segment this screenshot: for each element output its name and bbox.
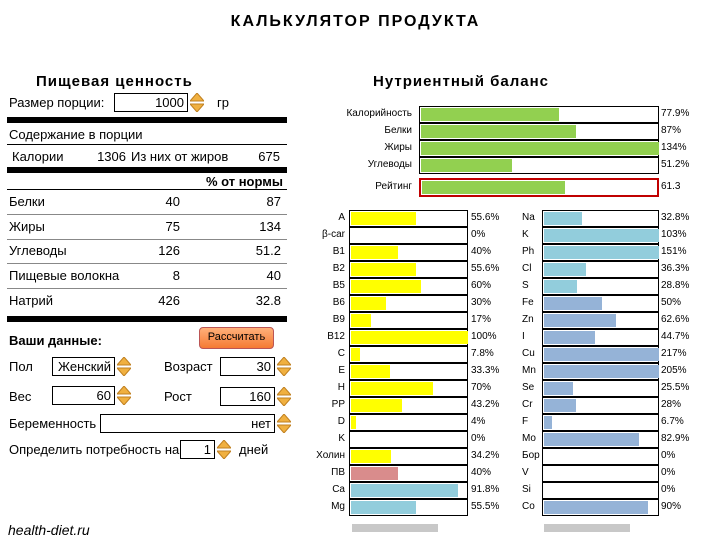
vitamins-bar-track bbox=[349, 295, 468, 312]
vitamins-label: B2 bbox=[332, 263, 345, 274]
height-stepper[interactable] bbox=[277, 387, 291, 406]
balance-label: Углеводы bbox=[367, 159, 412, 170]
divider bbox=[7, 144, 287, 145]
nutrient-percent: 134 bbox=[259, 219, 281, 234]
minerals-value: 28.8% bbox=[661, 280, 690, 291]
vitamins-bar bbox=[351, 263, 416, 276]
minerals-label: V bbox=[522, 467, 529, 478]
vitamins-bar bbox=[351, 399, 402, 412]
vitamins-label: K bbox=[338, 433, 345, 444]
nutrient-amount: 75 bbox=[165, 219, 180, 234]
vitamins-bar-track bbox=[349, 227, 468, 244]
days-label: Определить потребность на bbox=[9, 442, 180, 457]
minerals-bar-track bbox=[542, 482, 659, 499]
vitamins-value: 34.2% bbox=[471, 450, 500, 461]
balance-bar-track bbox=[419, 140, 659, 157]
nutrient-name: Белки bbox=[9, 194, 45, 209]
sex-stepper[interactable] bbox=[117, 357, 131, 376]
balance-bar-track bbox=[419, 123, 659, 140]
minerals-label: F bbox=[522, 416, 529, 427]
minerals-label: K bbox=[522, 229, 529, 240]
calories-value: 1306 bbox=[97, 149, 126, 164]
balance-bar-track bbox=[419, 106, 659, 123]
vitamins-bar bbox=[351, 297, 386, 310]
vitamins-label: Холин bbox=[316, 450, 345, 461]
norm-header: % от нормы bbox=[205, 174, 283, 189]
minerals-bar-track bbox=[542, 312, 659, 329]
vitamins-bar-track bbox=[349, 448, 468, 465]
minerals-bar bbox=[544, 246, 659, 259]
days-stepper[interactable] bbox=[217, 440, 231, 459]
vitamins-bar bbox=[351, 314, 371, 327]
days-unit: дней bbox=[239, 442, 269, 457]
vitamins-value: 7.8% bbox=[471, 348, 494, 359]
vitamins-label: B1 bbox=[332, 246, 345, 257]
calculate-button[interactable]: Рассчитать bbox=[199, 327, 274, 349]
portion-stepper[interactable] bbox=[190, 93, 204, 112]
balance-heading: Нутриентный баланс bbox=[373, 73, 549, 90]
minerals-value: 217% bbox=[661, 348, 687, 359]
vitamins-value: 0% bbox=[471, 433, 486, 444]
row-divider bbox=[7, 288, 287, 289]
vitamins-label: D bbox=[337, 416, 345, 427]
balance-bar-track bbox=[419, 157, 659, 174]
sex-select[interactable]: Женский bbox=[52, 357, 115, 376]
nutrient-percent: 32.8 bbox=[255, 293, 281, 308]
vitamins-label: C bbox=[337, 348, 345, 359]
minerals-bar-track bbox=[542, 380, 659, 397]
row-divider bbox=[7, 239, 287, 240]
minerals-bar-track bbox=[542, 363, 659, 380]
minerals-bar bbox=[544, 399, 576, 412]
minerals-label: S bbox=[522, 280, 529, 291]
vitamins-label: Ca bbox=[332, 484, 345, 495]
nutrient-percent: 51.2 bbox=[255, 243, 281, 258]
vitamins-bar bbox=[351, 484, 458, 497]
user-data-heading: Ваши данные: bbox=[9, 333, 102, 348]
minerals-value: 90% bbox=[661, 501, 682, 512]
minerals-scrollbar[interactable] bbox=[544, 524, 630, 532]
pregnancy-select[interactable]: нет bbox=[100, 414, 275, 433]
minerals-label: Cl bbox=[522, 263, 532, 274]
minerals-bar-track bbox=[542, 295, 659, 312]
balance-bar bbox=[421, 142, 659, 155]
minerals-label: Co bbox=[522, 501, 535, 512]
minerals-bar-track bbox=[542, 261, 659, 278]
vitamins-value: 4% bbox=[471, 416, 486, 427]
nutrient-amount: 426 bbox=[158, 293, 180, 308]
vitamins-bar-track bbox=[349, 329, 468, 346]
vitamins-bar-track bbox=[349, 465, 468, 482]
minerals-value: 0% bbox=[661, 450, 676, 461]
nutrient-amount: 40 bbox=[165, 194, 180, 209]
minerals-value: 151% bbox=[661, 246, 687, 257]
minerals-label: I bbox=[522, 331, 525, 342]
divider bbox=[7, 167, 287, 173]
minerals-label: Mn bbox=[522, 365, 536, 376]
minerals-value: 32.8% bbox=[661, 212, 690, 223]
balance-label: Жиры bbox=[384, 142, 412, 153]
vitamins-value: 60% bbox=[471, 280, 492, 291]
vitamins-bar-track bbox=[349, 346, 468, 363]
vitamins-bar-track bbox=[349, 482, 468, 499]
minerals-label: Zn bbox=[522, 314, 534, 325]
portion-label: Размер порции: bbox=[9, 95, 105, 110]
height-input[interactable]: 160 bbox=[220, 387, 275, 406]
nutrient-name: Углеводы bbox=[9, 243, 67, 258]
minerals-label: Na bbox=[522, 212, 535, 223]
vitamins-label: Mg bbox=[331, 501, 345, 512]
minerals-bar-track bbox=[542, 278, 659, 295]
vitamins-value: 30% bbox=[471, 297, 492, 308]
minerals-value: 50% bbox=[661, 297, 682, 308]
vitamins-value: 55.6% bbox=[471, 263, 500, 274]
minerals-bar bbox=[544, 501, 648, 514]
minerals-bar-track bbox=[542, 465, 659, 482]
balance-value: 51.2% bbox=[661, 159, 690, 170]
vitamins-bar bbox=[351, 382, 433, 395]
vitamins-value: 100% bbox=[471, 331, 497, 342]
vitamins-label: A bbox=[338, 212, 345, 223]
nutrient-amount: 126 bbox=[158, 243, 180, 258]
minerals-bar-track bbox=[542, 448, 659, 465]
vitamins-bar bbox=[351, 416, 356, 429]
minerals-value: 0% bbox=[661, 467, 676, 478]
vitamins-bar bbox=[351, 331, 468, 344]
balance-bar bbox=[421, 125, 576, 138]
minerals-bar bbox=[544, 331, 595, 344]
minerals-label: Cu bbox=[522, 348, 535, 359]
balance-bar bbox=[421, 159, 512, 172]
vitamins-bar bbox=[351, 365, 390, 378]
minerals-bar-track bbox=[542, 227, 659, 244]
nutrient-percent: 87 bbox=[266, 194, 281, 209]
minerals-bar-track bbox=[542, 210, 659, 227]
vitamins-label: ПВ bbox=[331, 467, 345, 478]
vitamins-value: 55.6% bbox=[471, 212, 500, 223]
minerals-bar bbox=[544, 348, 659, 361]
balance-label: Белки bbox=[384, 125, 412, 136]
vitamins-bar bbox=[351, 280, 421, 293]
vitamins-value: 91.8% bbox=[471, 484, 500, 495]
pregnancy-label: Беременность bbox=[9, 416, 97, 431]
minerals-bar bbox=[544, 229, 659, 242]
vitamins-bar bbox=[351, 246, 398, 259]
nutrient-name: Натрий bbox=[9, 293, 54, 308]
rating-value: 61.3 bbox=[661, 181, 681, 192]
minerals-bar bbox=[544, 297, 602, 310]
minerals-bar-track bbox=[542, 431, 659, 448]
vitamins-bar bbox=[351, 450, 391, 463]
nutrient-name: Пищевые волокна bbox=[9, 268, 120, 283]
minerals-bar bbox=[544, 416, 552, 429]
rating-bar bbox=[422, 181, 565, 194]
vitamins-bar-track bbox=[349, 244, 468, 261]
minerals-label: Mo bbox=[522, 433, 536, 444]
vitamins-scrollbar[interactable] bbox=[352, 524, 438, 532]
divider bbox=[7, 189, 287, 190]
minerals-bar-track bbox=[542, 244, 659, 261]
vitamins-bar-track bbox=[349, 312, 468, 329]
minerals-value: 28% bbox=[661, 399, 682, 410]
row-divider bbox=[7, 263, 287, 264]
divider bbox=[7, 316, 287, 322]
vitamins-label: B12 bbox=[327, 331, 345, 342]
sex-label: Пол bbox=[9, 359, 33, 374]
minerals-bar-track bbox=[542, 499, 659, 516]
days-input[interactable]: 1 bbox=[180, 440, 215, 459]
minerals-bar bbox=[544, 382, 573, 395]
vitamins-bar-track bbox=[349, 431, 468, 448]
minerals-value: 62.6% bbox=[661, 314, 690, 325]
age-input[interactable]: 30 bbox=[220, 357, 275, 376]
vitamins-bar-track bbox=[349, 499, 468, 516]
minerals-value: 82.9% bbox=[661, 433, 690, 444]
minerals-label: Se bbox=[522, 382, 535, 393]
balance-value: 134% bbox=[661, 142, 687, 153]
weight-stepper[interactable] bbox=[117, 386, 131, 405]
nutrition-heading: Пищевая ценность bbox=[36, 73, 193, 90]
nutrient-name: Жиры bbox=[9, 219, 45, 234]
vitamins-bar bbox=[351, 467, 398, 480]
minerals-bar bbox=[544, 314, 616, 327]
minerals-label: Cr bbox=[522, 399, 533, 410]
row-divider bbox=[7, 214, 287, 215]
minerals-bar bbox=[544, 280, 577, 293]
minerals-value: 103% bbox=[661, 229, 687, 240]
fat-calories-value: 675 bbox=[258, 149, 280, 164]
minerals-value: 44.7% bbox=[661, 331, 690, 342]
minerals-bar bbox=[544, 212, 582, 225]
minerals-bar bbox=[544, 263, 586, 276]
vitamins-label: B5 bbox=[332, 280, 345, 291]
minerals-bar-track bbox=[542, 346, 659, 363]
nutrient-amount: 8 bbox=[172, 268, 180, 283]
vitamins-value: 43.2% bbox=[471, 399, 500, 410]
vitamins-bar-track bbox=[349, 363, 468, 380]
rating-bar-track bbox=[419, 178, 659, 197]
minerals-bar-track bbox=[542, 329, 659, 346]
minerals-label: Fe bbox=[522, 297, 534, 308]
fat-calories-label: Из них от жиров bbox=[131, 149, 229, 164]
minerals-label: Si bbox=[522, 484, 531, 495]
minerals-bar bbox=[544, 365, 659, 378]
nutrient-percent: 40 bbox=[266, 268, 281, 283]
vitamins-bar-track bbox=[349, 414, 468, 431]
vitamins-label: PP bbox=[331, 399, 345, 410]
portion-input[interactable]: 1000 bbox=[114, 93, 188, 112]
vitamins-bar-track bbox=[349, 261, 468, 278]
vitamins-bar-track bbox=[349, 380, 468, 397]
portion-unit: гр bbox=[217, 95, 229, 110]
vitamins-value: 70% bbox=[471, 382, 492, 393]
vitamins-label: B9 bbox=[332, 314, 345, 325]
minerals-bar-track bbox=[542, 397, 659, 414]
balance-value: 77.9% bbox=[661, 108, 690, 119]
weight-input[interactable]: 60 bbox=[52, 386, 115, 405]
vitamins-label: E bbox=[338, 365, 345, 376]
vitamins-value: 40% bbox=[471, 246, 492, 257]
minerals-value: 0% bbox=[661, 484, 676, 495]
pregnancy-stepper[interactable] bbox=[277, 414, 291, 433]
vitamins-label: B6 bbox=[332, 297, 345, 308]
vitamins-value: 55.5% bbox=[471, 501, 500, 512]
balance-label: Калорийность bbox=[346, 108, 412, 119]
vitamins-bar-track bbox=[349, 210, 468, 227]
vitamins-bar-track bbox=[349, 397, 468, 414]
vitamins-bar bbox=[351, 212, 416, 225]
vitamins-value: 40% bbox=[471, 467, 492, 478]
minerals-bar bbox=[544, 433, 639, 446]
vitamins-label: β-car bbox=[322, 229, 345, 240]
vitamins-bar bbox=[351, 348, 360, 361]
balance-value: 87% bbox=[661, 125, 682, 136]
minerals-value: 36.3% bbox=[661, 263, 690, 274]
height-label: Рост bbox=[164, 389, 192, 404]
minerals-value: 205% bbox=[661, 365, 687, 376]
vitamins-value: 33.3% bbox=[471, 365, 500, 376]
vitamins-bar-track bbox=[349, 278, 468, 295]
rating-label: Рейтинг bbox=[375, 181, 412, 192]
footer-site[interactable]: health-diet.ru bbox=[8, 522, 90, 538]
minerals-value: 25.5% bbox=[661, 382, 690, 393]
vitamins-value: 0% bbox=[471, 229, 486, 240]
age-stepper[interactable] bbox=[277, 357, 291, 376]
vitamins-value: 17% bbox=[471, 314, 492, 325]
calories-label: Калории bbox=[12, 149, 64, 164]
minerals-bar-track bbox=[542, 414, 659, 431]
weight-label: Вес bbox=[9, 389, 32, 404]
age-label: Возраст bbox=[164, 359, 213, 374]
vitamins-bar bbox=[351, 501, 416, 514]
content-label: Содержание в порции bbox=[9, 127, 143, 142]
vitamins-label: H bbox=[337, 382, 345, 393]
balance-bar bbox=[421, 108, 559, 121]
page-title: КАЛЬКУЛЯТОР ПРОДУКТА bbox=[230, 13, 481, 30]
minerals-value: 6.7% bbox=[661, 416, 684, 427]
divider bbox=[7, 117, 287, 123]
minerals-label: Ph bbox=[522, 246, 535, 257]
minerals-label: Бор bbox=[522, 450, 540, 461]
